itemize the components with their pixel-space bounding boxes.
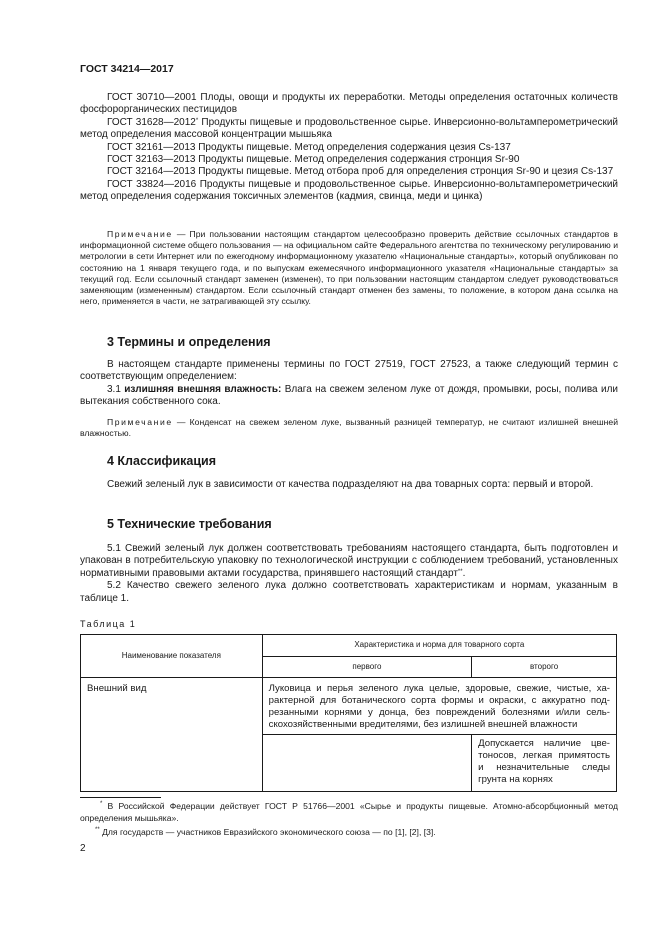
paragraph-5-2: 5.2 Качество свежего зеленого лука должно соответствовать характеристикам и нормам, указанным в таблице 1. xyxy=(80,580,618,604)
row-indicator: Внешний вид xyxy=(81,678,263,792)
definition: Влага на свежем зеленом луке от дождя, промывки, росы, полива или вытекания собственного сока. xyxy=(80,383,618,408)
section-4-body xyxy=(80,479,618,491)
section-5-heading: 5 Технические требования xyxy=(107,517,272,531)
paragraph-text: 5.1 Свежий зеленый лук должен соответствовать требованиям настоящего стандарта, быть подготовлен и упакован в потребительскую упаковку по технологической инструкции с соблюдением требований, установленных нормативными правовыми актами государства, принявшего настоящий стандарт xyxy=(80,543,618,579)
reference-item: ГОСТ 33824—2016 Продукты пищевые и продовольственное сырье. Инверсионно-вольтамперометрический метод определения содержания токсичных элементов (кадмия, свинца, меди и цинка) xyxy=(80,178,618,203)
reference-item: ГОСТ 32164—2013 Продукты пищевые. Метод отбора проб для определения стронция Sr-90 и цезия Cs-137 xyxy=(107,166,614,178)
header-second-grade: второго xyxy=(472,656,617,678)
footnote-paragraph xyxy=(80,800,618,824)
footnote xyxy=(80,800,618,824)
section-3-body xyxy=(80,359,618,409)
reference-item: ГОСТ 32161—2013 Продукты пищевые. Метод определения содержания цезия Cs-137 xyxy=(107,141,511,153)
reference-title: Продукты пищевые и продовольственное сырье. Инверсионно-вольтамперометрический метод определения массовой концентрации мышьяка xyxy=(80,116,619,141)
footnote-paragraph xyxy=(80,826,618,838)
note-text: — Конденсат на свежем зеленом луке, вызванный разницей температур, не считают излишней внешней влажностью. xyxy=(80,417,618,439)
section-5-body xyxy=(80,543,618,605)
note-label: Примечание xyxy=(107,229,173,239)
row-common-requirement: Луковица и перья зеленого лука целые, здоровые, свежие, чистые, характерной для ботанического сорта формы и окраски, с аккуратно подрезанными корнями у донца, без повреждений болезнями и/или сельскохозяйственными вредителями, без излишней внешней влажности xyxy=(262,678,616,735)
row-second-grade: Допускается наличие цветоносов, легкая примятость и незначительные следы грунта на корнях xyxy=(472,735,617,792)
paragraph-end: . xyxy=(462,567,466,579)
reference-code: ГОСТ 31628—2012 xyxy=(107,116,196,128)
note-text: — При пользовании настоящим стандартом целесообразно проверить действие ссылочных стандартов в информационной системе общего пользования — на официальном сайте Федерального агентства по техническому регулированию и метрологии в сети Интернет или по ежегодному информационному указателю «Национальные стандарты», который опубликован по состоянию на 1 января текущего года, и по выпускам ежемесячного информационного указателя «Национальные стандарты» за текущий год. Если ссылочный стандарт заменен (изменен), то при пользовании настоящим стандартом следует руководствоваться заменяющим (измененным) стандартом. Если ссылочный стандарт отменен без замены, то положение, в котором дана ссылка на него, применяется в части, не затрагивающей эту ссылку. xyxy=(80,229,618,307)
term-definition xyxy=(80,384,618,409)
footnote xyxy=(80,826,618,838)
document-header: ГОСТ 34214—2017 xyxy=(80,63,174,75)
footnote-mark: ** xyxy=(457,568,463,575)
reference-item: ГОСТ 30710—2001 Плоды, овощи и продукты их переработки. Методы определения остаточных количеств фосфорорганических пестицидов xyxy=(80,92,618,116)
footnote-text: В Российской Федерации действует ГОСТ Р 51766—2001 «Сырье и продукты пищевые. Атомно-абсорбционный метод определения мышьяка». xyxy=(80,801,618,823)
footnote-mark: ** xyxy=(95,827,100,833)
table-label: Таблица 1 xyxy=(80,619,137,629)
section-4-text: Свежий зеленый лук в зависимости от качества подразделяют на два товарных сорта: первый и второй. xyxy=(107,479,594,490)
table-row xyxy=(81,678,617,735)
note-label: Примечание xyxy=(107,417,173,427)
references-note xyxy=(80,229,618,307)
term: излишняя внешняя влажность: xyxy=(124,383,282,395)
footnote-mark: * xyxy=(195,117,199,124)
term-number: 3.1 xyxy=(107,383,125,395)
reference-item xyxy=(80,117,618,142)
table-header-row xyxy=(81,635,617,657)
note-paragraph xyxy=(80,417,618,439)
footnote-mark: * xyxy=(100,801,103,807)
header-first-grade: первого xyxy=(262,656,472,678)
section-4-heading: 4 Классификация xyxy=(107,454,217,468)
row-first-grade xyxy=(262,735,472,792)
requirements-table xyxy=(80,634,617,792)
section-3-intro: В настоящем стандарте применены термины по ГОСТ 27519, ГОСТ 27523, а также следующий термин с соответствующим определением: xyxy=(80,359,618,383)
footnote-text: Для государств — участников Евразийского экономического союза — по [1], [2], [3]. xyxy=(102,827,436,837)
normative-references xyxy=(80,92,618,204)
page-number: 2 xyxy=(80,843,86,854)
note-paragraph xyxy=(80,229,618,307)
footnote-divider xyxy=(80,797,161,798)
term-note xyxy=(80,417,618,439)
header-indicator: Наименование показателя xyxy=(81,635,263,678)
paragraph-5-1 xyxy=(80,543,618,580)
header-group: Характеристика и норма для товарного сорта xyxy=(262,635,616,657)
reference-item: ГОСТ 32163—2013 Продукты пищевые. Метод определения содержания стронция Sr-90 xyxy=(107,154,520,166)
section-3-heading: 3 Термины и определения xyxy=(107,335,271,349)
